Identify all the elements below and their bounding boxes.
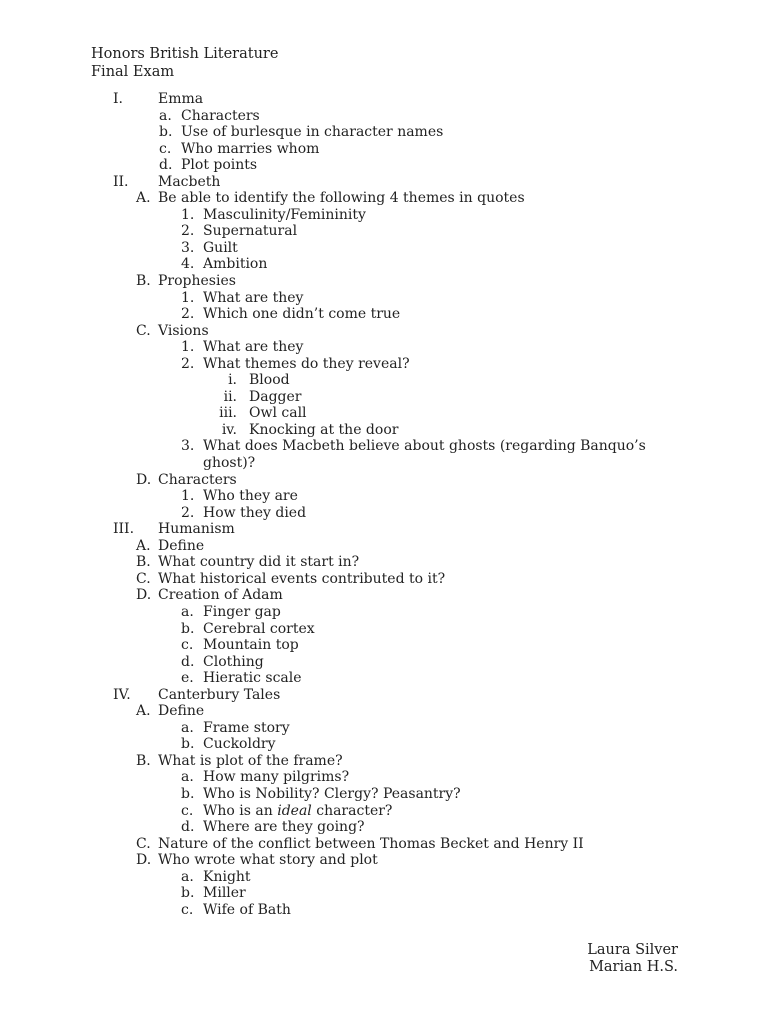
document-header: [91, 46, 278, 81]
outline-marker: 1.: [181, 206, 195, 223]
outline-text: Which one didn’t come true: [203, 306, 401, 323]
outline-marker: B.: [136, 273, 151, 290]
outline-item: [0, 753, 768, 770]
outline-text: Knight: [203, 868, 251, 885]
outline-item: [0, 736, 768, 753]
outline-marker: IV.: [113, 686, 131, 703]
outline-text: Define: [158, 703, 205, 720]
outline-text: What are they: [203, 289, 304, 306]
outline-marker: B.: [136, 554, 151, 571]
outline-marker: b.: [181, 785, 195, 802]
outline-item: [0, 141, 768, 158]
outline-marker: a.: [181, 719, 194, 736]
outline-marker: II.: [113, 173, 129, 190]
outline-marker: B.: [136, 752, 151, 769]
outline-text: Wife of Bath: [203, 901, 291, 918]
outline-marker: d.: [181, 653, 195, 670]
outline-item: [0, 256, 768, 273]
outline-item: [0, 240, 768, 257]
outline-item: [0, 571, 768, 588]
outline-marker: III.: [113, 521, 135, 538]
outline-text: Cuckoldry: [203, 736, 276, 753]
outline-text: Emma: [158, 91, 204, 107]
document-footer: [587, 942, 678, 976]
outline-item: [0, 687, 768, 704]
outline-item: [0, 190, 768, 207]
outline-marker: D.: [136, 852, 152, 869]
outline-marker: b.: [181, 620, 195, 637]
outline-item: [0, 554, 768, 571]
outline-text: Define: [158, 537, 205, 554]
outline-text: Who is an ideal character?: [203, 802, 393, 819]
outline-text: Blood: [249, 372, 290, 389]
outline-text: How many pilgrims?: [203, 769, 350, 786]
outline-item: [0, 885, 768, 902]
outline-marker: a.: [181, 868, 194, 885]
outline-text: Creation of Adam: [158, 587, 283, 604]
outline-marker: I.: [113, 91, 123, 107]
outline-marker: A.: [136, 703, 151, 720]
outline-text: What is plot of the frame?: [158, 752, 343, 769]
outline-text: Guilt: [203, 239, 238, 256]
outline-text: Prophesies: [158, 273, 236, 290]
outline-text: Finger gap: [203, 603, 281, 620]
outline-marker: a.: [159, 107, 172, 124]
outline-marker: a.: [181, 769, 194, 786]
outline-item: [0, 91, 768, 108]
outline-item: [0, 621, 768, 638]
outline-marker: 4.: [181, 256, 195, 273]
outline-item: [0, 438, 768, 471]
outline-text: Canterbury Tales: [158, 686, 281, 703]
outline-item: [0, 273, 768, 290]
outline-item: [0, 290, 768, 307]
outline-item: [0, 422, 768, 439]
outline-marker: 2.: [181, 223, 195, 240]
outline-text: Visions: [158, 322, 209, 339]
outline-item: [0, 124, 768, 141]
outline-text: Be able to identify the following 4 themes in quotes: [158, 190, 525, 207]
outline-text: Frame story: [203, 719, 290, 736]
outline-marker: d.: [159, 157, 173, 174]
outline-text: What are they: [203, 339, 304, 356]
outline-text: Characters: [158, 471, 237, 488]
outline-item: [0, 505, 768, 522]
outline-marker: c.: [181, 901, 194, 918]
outline-marker: b.: [159, 124, 173, 141]
outline-item: [0, 521, 768, 538]
outline-item: [0, 670, 768, 687]
outline-marker: C.: [136, 322, 151, 339]
outline-item: [0, 836, 768, 853]
outline-marker: A.: [136, 537, 151, 554]
outline-item: [0, 852, 768, 869]
outline-text: Who wrote what story and plot: [158, 852, 378, 869]
outline-text: Macbeth: [158, 173, 221, 190]
outline-item: [0, 769, 768, 786]
outline-text: Who marries whom: [181, 140, 320, 157]
outline-marker: a.: [181, 603, 194, 620]
outline-marker: e.: [181, 670, 194, 687]
outline-item: [0, 538, 768, 555]
outline-item: [0, 389, 768, 406]
outline-marker: b.: [181, 885, 195, 902]
outline-text: Supernatural: [203, 223, 298, 240]
outline-marker: c.: [181, 637, 194, 654]
outline-item: [0, 703, 768, 720]
outline-item: [0, 604, 768, 621]
outline-text: Miller: [203, 885, 246, 902]
outline-text: Knocking at the door: [249, 421, 399, 438]
outline-text: How they died: [203, 504, 307, 521]
outline-item: [0, 323, 768, 340]
outline-marker: 2.: [181, 355, 195, 372]
outline-text: Characters: [181, 107, 260, 124]
outline-item: [0, 306, 768, 323]
outline-item: [0, 637, 768, 654]
outline-marker: 1.: [181, 488, 195, 505]
outline-marker: 2.: [181, 306, 195, 323]
author-name: Laura Silver: [587, 942, 678, 958]
outline-marker: 3.: [181, 239, 195, 256]
outline-text: Nature of the conflict between Thomas Becket and Henry II: [158, 835, 584, 852]
exam-outline: [0, 91, 768, 918]
course-title: Honors British Literature: [91, 46, 279, 62]
outline-marker: d.: [181, 819, 195, 836]
outline-item: [0, 803, 768, 820]
outline-marker: 1.: [181, 289, 195, 306]
outline-item: [0, 356, 768, 373]
school-name: Marian H.S.: [589, 959, 678, 975]
outline-text: What country did it start in?: [158, 554, 360, 571]
outline-item: [0, 786, 768, 803]
outline-text: Where are they going?: [203, 819, 365, 836]
outline-text: Cerebral cortex: [203, 620, 315, 637]
outline-marker: 3.: [181, 438, 195, 455]
outline-item: [0, 819, 768, 836]
outline-item: [0, 654, 768, 671]
outline-text: What does Macbeth believe about ghosts (regarding Banquo’s ghost)?: [203, 438, 646, 472]
outline-text: Owl call: [249, 405, 307, 422]
exam-title: Final Exam: [91, 63, 175, 80]
outline-marker: D.: [136, 587, 152, 604]
outline-item: [0, 720, 768, 737]
outline-item: [0, 339, 768, 356]
outline-marker: A.: [136, 190, 151, 207]
outline-text: Clothing: [203, 653, 264, 670]
outline-marker: c.: [159, 140, 172, 157]
outline-marker: b.: [181, 736, 195, 753]
outline-text: Masculinity/Femininity: [203, 206, 366, 223]
outline-text: Dagger: [249, 388, 302, 405]
outline-text: Hieratic scale: [203, 670, 302, 687]
outline-text: Who is Nobility? Clergy? Peasantry?: [203, 785, 461, 802]
outline-marker: D.: [136, 471, 152, 488]
outline-item: [0, 472, 768, 489]
outline-text: What themes do they reveal?: [203, 355, 410, 372]
outline-marker: i.: [228, 372, 237, 389]
outline-item: [0, 108, 768, 125]
outline-item: [0, 488, 768, 505]
outline-item: [0, 157, 768, 174]
outline-marker: ii.: [223, 388, 237, 405]
outline-item: [0, 207, 768, 224]
outline-item: [0, 174, 768, 191]
outline-text: Ambition: [203, 256, 268, 273]
outline-text: Humanism: [158, 521, 235, 538]
outline-item: [0, 869, 768, 886]
outline-marker: C.: [136, 835, 151, 852]
outline-marker: iv.: [221, 421, 237, 438]
outline-item: [0, 902, 768, 919]
outline-marker: C.: [136, 570, 151, 587]
outline-text: Mountain top: [203, 637, 299, 654]
outline-item: [0, 223, 768, 240]
outline-item: [0, 587, 768, 604]
outline-marker: iii.: [219, 405, 237, 422]
outline-item: [0, 372, 768, 389]
outline-item: [0, 405, 768, 422]
outline-text: Who they are: [203, 488, 298, 505]
outline-marker: c.: [181, 802, 194, 819]
outline-text: Plot points: [181, 157, 258, 174]
outline-marker: 1.: [181, 339, 195, 356]
outline-marker: 2.: [181, 504, 195, 521]
outline-text: What historical events contributed to it?: [158, 570, 446, 587]
outline-text: Use of burlesque in character names: [181, 124, 444, 141]
